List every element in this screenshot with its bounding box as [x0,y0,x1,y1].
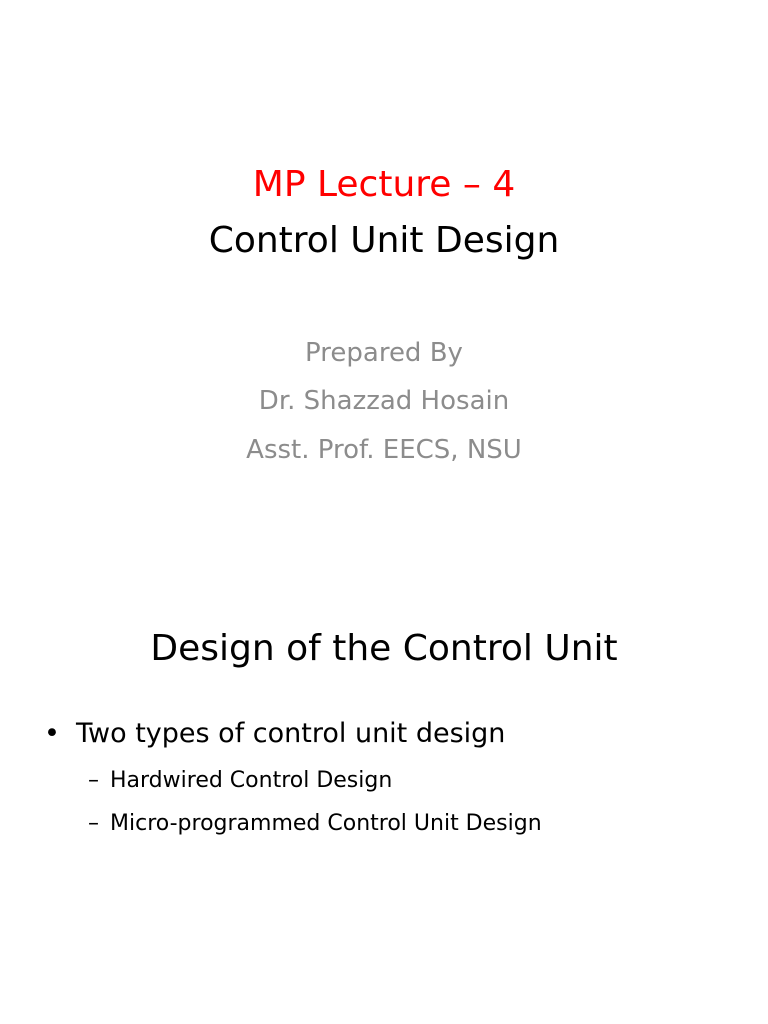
slide-1-title-line-2: Control Unit Design [208,220,560,261]
sub-bullet-item-hardwired [88,766,392,796]
slide-2-title: Design of the Control Unit [150,628,618,669]
sub-bullet-mark: – [88,811,99,836]
slide-2 [0,512,768,1024]
bullet-mark: • [44,718,60,749]
bullet-text: Two types of control unit design [76,718,506,749]
subtitle-author-affiliation: Asst. Prof. EECS, NSU [246,435,522,465]
sub-bullet-text: Micro-programmed Control Unit Design [110,811,542,836]
subtitle-author-name: Dr. Shazzad Hosain [258,386,510,416]
slide-1-title-line-1: MP Lecture – 4 [252,164,516,205]
bullet-item [44,716,505,752]
sub-bullet-item-microprogrammed [88,809,542,839]
subtitle-prepared-by: Prepared By [305,338,463,368]
sub-bullet-mark: – [88,768,99,793]
sub-bullet-text: Hardwired Control Design [110,768,393,793]
